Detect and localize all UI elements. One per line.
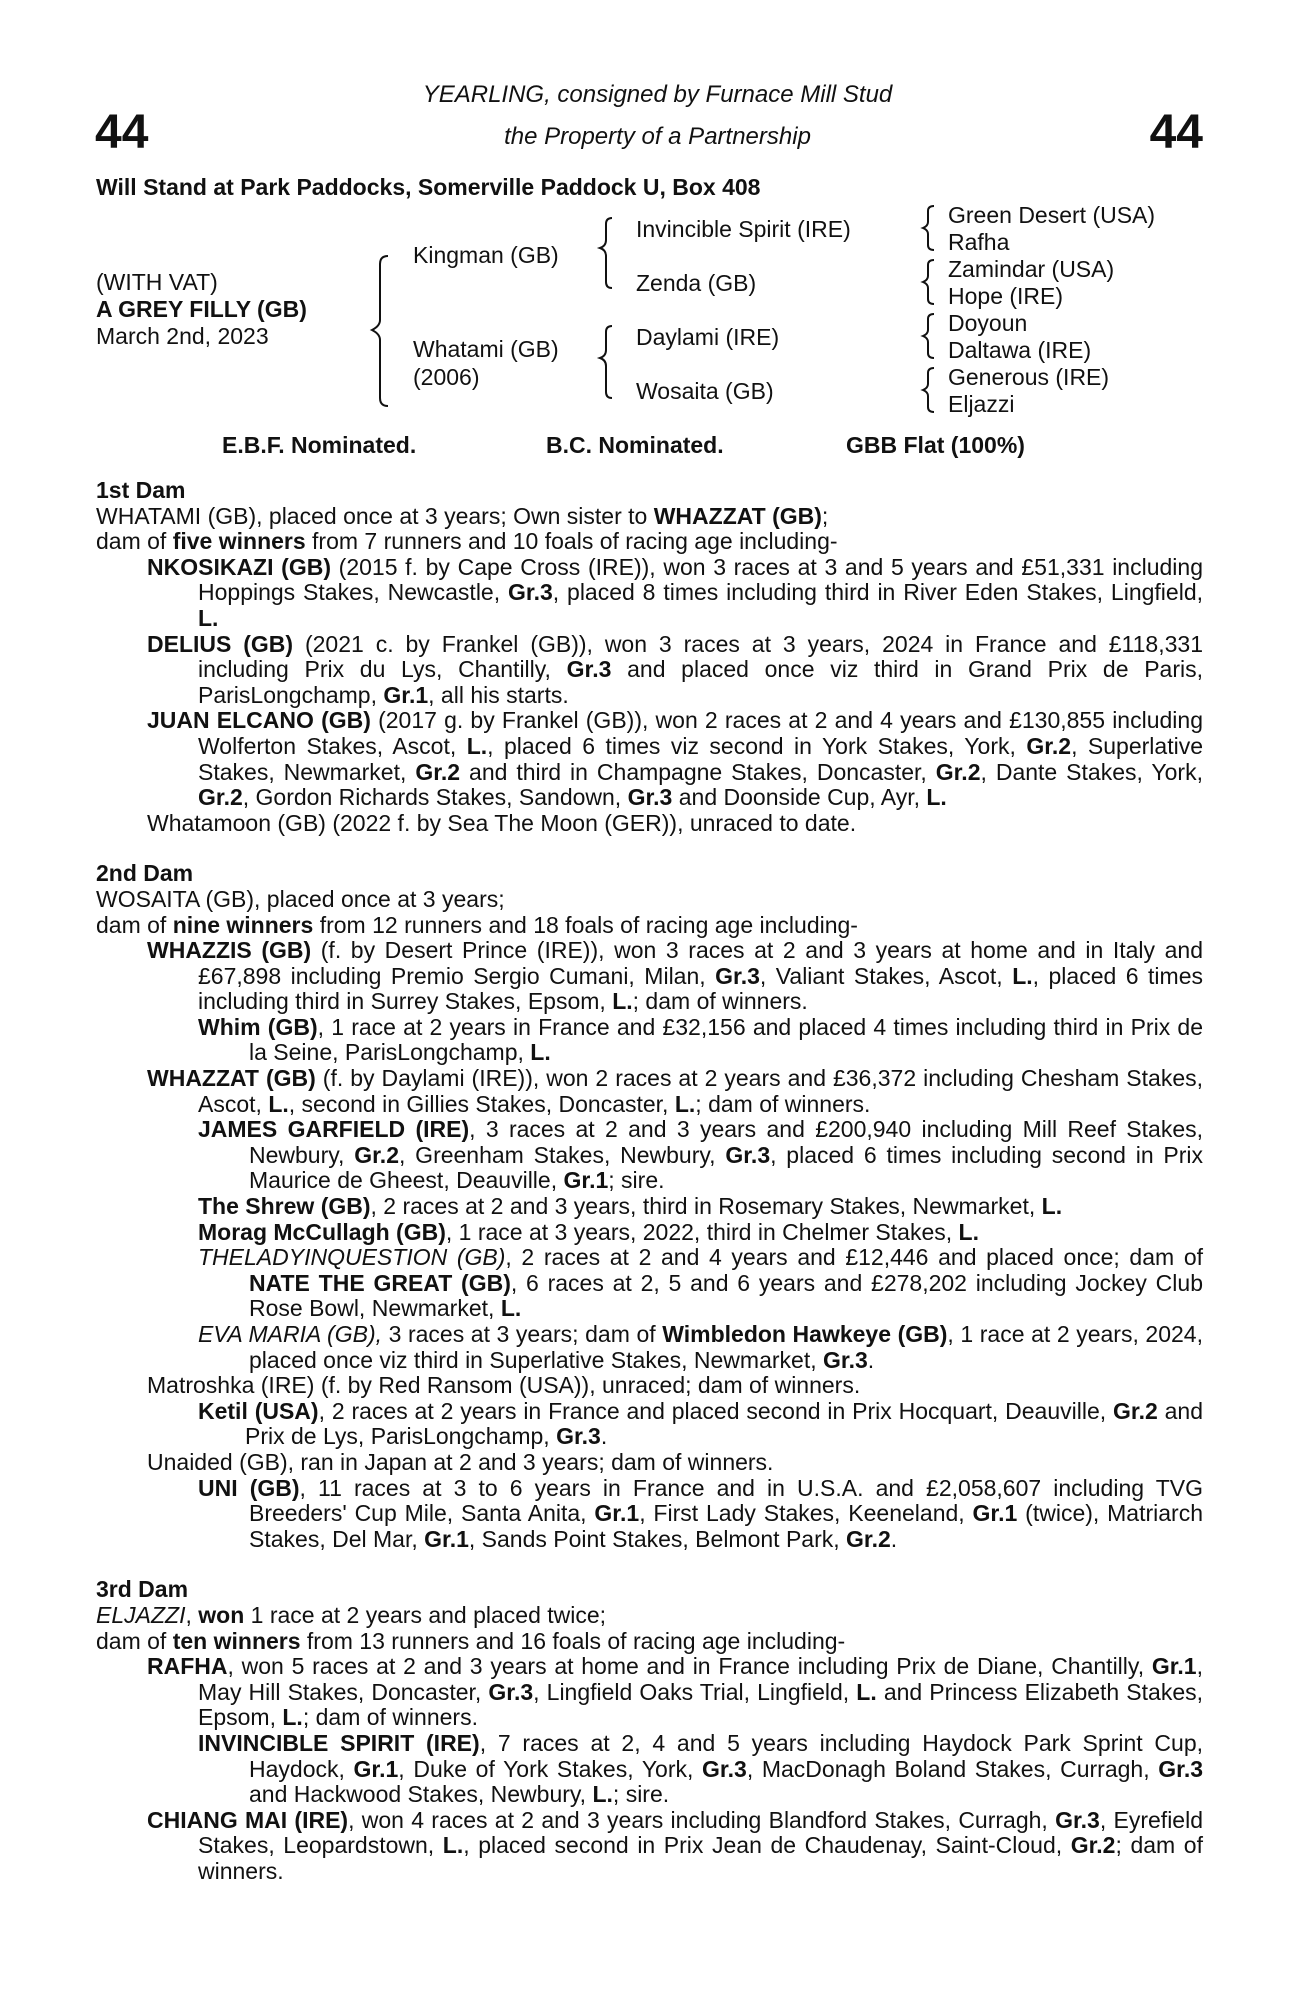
dam2-progeny-entry: Whim (GB), 1 race at 2 years in France and £32,156 and placed 4 times including third in Prix de la Seine, ParisLongchamp, L. <box>198 1013 1203 1066</box>
dam2-line: WOSAITA (GB), placed once at 3 years; <box>96 885 505 912</box>
dam3-line: ELJAZZI, won 1 race at 2 years and placed twice; <box>96 1601 607 1628</box>
dam3-entries <box>96 1654 1203 1884</box>
dam1-lines <box>96 504 1203 555</box>
dam1-progeny-entry: NKOSIKAZI (GB) (2015 f. by Cape Cross (IRE)), won 3 races at 3 and 5 years and £51,331 including Hoppings Stakes, Newcastle, Gr.3, placed 8 times including third in River Eden Stakes, Lingfield, L. <box>147 553 1203 631</box>
dam3-progeny-entry: CHIANG MAI (IRE), won 4 races at 2 and 3 years including Blandford Stakes, Curragh, Gr.3, Eyrefield Stakes, Leopardstown, L., placed second in Prix Jean de Chaudenay, Saint-Cloud, Gr.2; dam of winners. <box>147 1806 1203 1884</box>
dam3-line: dam of ten winners from 13 runners and 16 foals of racing age including- <box>96 1627 846 1654</box>
dam2-progeny-entry: Unaided (GB), ran in Japan at 2 and 3 years; dam of winners. <box>147 1448 774 1475</box>
dam-dam: Wosaita (GB) <box>636 378 774 404</box>
gbb-flat: GBB Flat (100%) <box>846 432 1025 458</box>
dam3-heading: 3rd Dam <box>96 1576 189 1603</box>
dam-name: Whatami (GB) <box>413 336 559 362</box>
ancestor-6: Daltawa (IRE) <box>948 337 1092 363</box>
header-property: the Property of a Partnership <box>504 123 811 150</box>
dam3-progeny-entry: RAFHA, won 5 races at 2 and 3 years at home and in France including Prix de Diane, Chantilly, Gr.1, May Hill Stakes, Doncaster, Gr.3, Lingfield Oaks Trial, Lingfield, L. and Princess Elizabeth Stakes, Epsom, L.; dam of winners. <box>147 1653 1204 1731</box>
ancestor-2: Rafha <box>948 229 1010 255</box>
dam1-progeny-entry: DELIUS (GB) (2021 c. by Frankel (GB)), won 3 races at 3 years, 2024 in France and £118,331 including Prix du Lys, Chantilly, Gr.3 and placed once viz third in Grand Prix de Paris, ParisLongchamp, Gr.1, all his starts. <box>147 630 1203 708</box>
dam1-heading: 1st Dam <box>96 477 186 503</box>
lot-number-right: 44 <box>1149 106 1203 159</box>
ancestor-3: Zamindar (USA) <box>948 256 1115 282</box>
dam2-progeny-entry: UNI (GB), 11 races at 3 to 6 years in France and in U.S.A. and £2,058,607 including TVG Breeders' Cup Mile, Santa Anita, Gr.1, First Lady Stakes, Keeneland, Gr.1 (twice), Matriarch Stakes, Del Mar, Gr.1, Sands Point Stakes, Belmont Park, Gr.2. <box>198 1474 1203 1552</box>
vat-note: (WITH VAT) <box>96 269 218 295</box>
ancestor-7: Generous (IRE) <box>948 364 1110 390</box>
catalogue-body <box>96 478 1203 1884</box>
dam1-line: dam of five winners from 7 runners and 10 foals of racing age including- <box>96 528 838 555</box>
dam2-progeny-entry: Matroshka (IRE) (f. by Red Ransom (USA)), unraced; dam of winners. <box>147 1372 861 1399</box>
dam2-progeny-entry: The Shrew (GB), 2 races at 2 and 3 years, third in Rosemary Stakes, Newmarket, L. <box>198 1193 1063 1220</box>
dam2-heading: 2nd Dam <box>96 860 194 887</box>
dam1-line: WHATAMI (GB), placed once at 3 years; Own sister to WHAZZAT (GB); <box>96 502 829 529</box>
dam1-progeny <box>96 555 1203 837</box>
ancestor-5: Doyoun <box>948 310 1028 336</box>
bc-nomination: B.C. Nominated. <box>546 432 724 458</box>
ancestor-1: Green Desert (USA) <box>948 202 1156 228</box>
ebf-nomination: E.B.F. Nominated. <box>222 432 417 458</box>
dam2-progeny-entry: EVA MARIA (GB), 3 races at 3 years; dam of Wimbledon Hawkeye (GB), 1 race at 2 years, 2024, placed once viz third in Superlative Stakes, Newmarket, Gr.3. <box>198 1321 1203 1373</box>
dam2-progeny-entry: WHAZZIS (GB) (f. by Desert Prince (IRE)), won 3 races at 2 and 3 years at home and in Italy and £67,898 including Premio Sergio Cumani, Milan, Gr.3, Valiant Stakes, Ascot, L., placed 6 times including third in Surrey Stakes, Epsom, L.; dam of winners. <box>147 937 1203 1015</box>
dam2-progeny-entry: WHAZZAT (GB) (f. by Daylami (IRE)), won 2 races at 2 years and £36,372 including Chesham Stakes, Ascot, L., second in Gillies Stakes, Doncaster, L.; dam of winners. <box>147 1065 1204 1117</box>
sire-sire: Invincible Spirit (IRE) <box>636 216 851 242</box>
lot-number-left: 44 <box>95 106 149 159</box>
dam3-progeny-entry: INVINCIBLE SPIRIT (IRE), 7 races at 2, 4 and 5 years including Haydock Park Sprint Cup, Haydock, Gr.1, Duke of York Stakes, York, Gr.3, MacDonagh Boland Stakes, Curragh, Gr.3 and Hackwood Stakes, Newbury, L.; sire. <box>198 1729 1204 1808</box>
dam2-progeny-entry: Ketil (USA), 2 races at 2 years in France and placed second in Prix Hocquart, Deauville, Gr.2 and Prix de Lys, ParisLongchamp, Gr.3. <box>198 1397 1203 1450</box>
dam-year: (2006) <box>413 364 480 390</box>
dam-sire: Daylami (IRE) <box>636 324 780 350</box>
horse-foaled: March 2nd, 2023 <box>96 323 269 349</box>
dam2-progeny-entry: THELADYINQUESTION (GB), 2 races at 2 and 4 years and £12,446 and placed once; dam of NATE THE GREAT (GB), 6 races at 2, 5 and 6 years and £278,202 including Jockey Club Rose Bowl, Newmarket, L. <box>198 1244 1203 1322</box>
horse-name: A GREY FILLY (GB) <box>96 296 307 322</box>
dam2-progeny-entry: JAMES GARFIELD (IRE), 3 races at 2 and 3 years and £200,940 including Mill Reef Stakes, Newbury, Gr.2, Greenham Stakes, Newbury, Gr.3, placed 6 times including second in Prix Maurice de Gheest, Deauville, Gr.1; sire. <box>198 1116 1204 1194</box>
stand-location: Will Stand at Park Paddocks, Somerville Paddock U, Box 408 <box>96 174 761 200</box>
header-consignor: YEARLING, consigned by Furnace Mill Stud <box>422 81 893 108</box>
dam2-line: dam of nine winners from 12 runners and 18 foals of racing age including- <box>96 911 858 938</box>
dam2-entries <box>96 938 1203 1552</box>
dam3-lines <box>96 1603 1203 1654</box>
sire-dam: Zenda (GB) <box>636 270 757 296</box>
ancestor-8: Eljazzi <box>948 391 1015 417</box>
sire-name: Kingman (GB) <box>413 242 559 268</box>
dam2-lines <box>96 887 1203 938</box>
dam2-progeny-entry: Morag McCullagh (GB), 1 race at 3 years, 2022, third in Chelmer Stakes, L. <box>198 1218 979 1245</box>
ancestor-4: Hope (IRE) <box>948 283 1064 309</box>
dam1-progeny-entry: JUAN ELCANO (GB) (2017 g. by Frankel (GB)), won 2 races at 2 and 4 years and £130,855 including Wolferton Stakes, Ascot, L., placed 6 times viz second in York Stakes, York, Gr.2, Superlative Stakes, Newmarket, Gr.2 and third in Champagne Stakes, Doncaster, Gr.2, Dante Stakes, York, Gr.2, Gordon Richards Stakes, Sandown, Gr.3 and Doonside Cup, Ayr, L. <box>147 707 1203 811</box>
dam1-progeny-entry: Whatamoon (GB) (2022 f. by Sea The Moon (GER)), unraced to date. <box>147 809 857 836</box>
